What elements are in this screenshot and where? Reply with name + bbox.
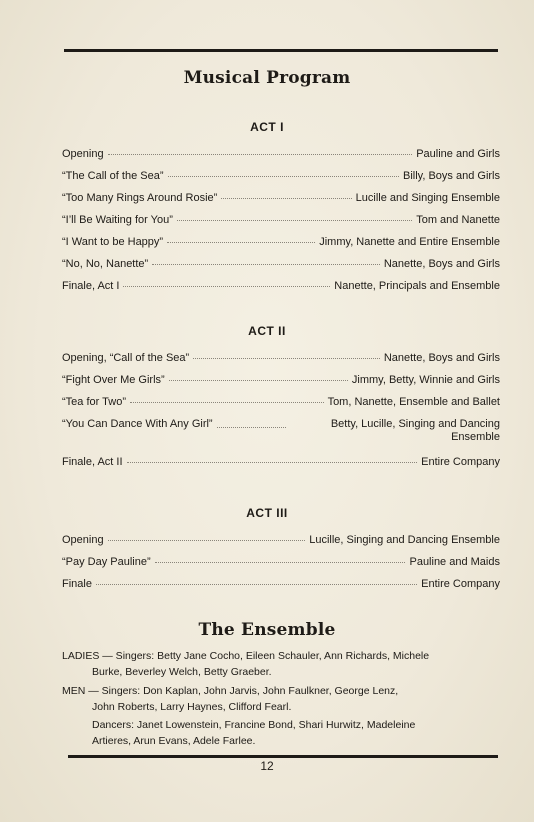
ensemble-dancers-line: Dancers: Janet Lowenstein, Francine Bond, Shari Hurwitz, Madeleine (92, 719, 416, 731)
program-row (62, 148, 500, 164)
program-row (62, 534, 500, 550)
performers: Entire Company (421, 578, 500, 590)
song-title: “Pay Day Pauline” (62, 556, 151, 568)
performers: Jimmy, Nanette and Entire Ensemble (319, 236, 500, 248)
dot-leader (177, 220, 412, 221)
program-row (62, 236, 500, 252)
act-1-heading: ACT I (250, 120, 284, 134)
program-row (62, 418, 500, 448)
performers: Betty, Lucille, Singing and Dancing Ensemble (330, 418, 500, 443)
performers: Nanette, Boys and Girls (383, 258, 500, 270)
dot-leader (123, 286, 330, 287)
dot-leader (167, 242, 315, 243)
program-row (62, 352, 500, 368)
song-title: Finale (62, 578, 92, 590)
program-row (62, 374, 500, 390)
ensemble-men (62, 683, 500, 715)
dot-leader (193, 358, 380, 359)
song-title: “No, No, Nanette” (62, 258, 149, 270)
dot-leader (169, 380, 348, 381)
ensemble-ladies-line: LADIES — Singers: Betty Jane Cocho, Eileen Schauler, Ann Richards, Michele (62, 650, 430, 662)
program-row (62, 214, 500, 230)
dot-leader (155, 562, 406, 563)
song-title: “Too Many Rings Around Rosie” (62, 192, 218, 204)
song-title: Finale, Act II (62, 456, 123, 468)
page-number: 12 (260, 759, 274, 773)
performers: Lucille and Singing Ensemble (355, 192, 500, 204)
song-title: Opening (62, 534, 104, 546)
performers: Jimmy, Betty, Winnie and Girls (351, 374, 500, 386)
program-row (62, 578, 500, 594)
top-rule (64, 49, 498, 52)
song-title: “Tea for Two” (62, 396, 126, 408)
performers: Entire Company (421, 456, 500, 468)
performers: Tom and Nanette (416, 214, 500, 226)
dot-leader (108, 154, 413, 155)
dot-leader (96, 584, 417, 585)
program-row (62, 192, 500, 208)
song-title: Opening, “Call of the Sea” (62, 352, 190, 364)
performers: Billy, Boys and Girls (403, 170, 500, 182)
dot-leader (221, 198, 351, 199)
ensemble-dancers-line: Artieres, Arun Evans, Adele Farlee. (92, 735, 256, 747)
song-title: Finale, Act I (62, 280, 120, 292)
performers: Nanette, Boys and Girls (383, 352, 500, 364)
ensemble-title: The Ensemble (198, 620, 336, 640)
song-title: Opening (62, 148, 104, 160)
song-title: “Fight Over Me Girls” (62, 374, 165, 386)
dot-leader (217, 427, 286, 428)
song-title: “I Want to be Happy” (62, 236, 164, 248)
performers: Pauline and Maids (409, 556, 500, 568)
song-title: “The Call of the Sea” (62, 170, 164, 182)
page-title: Musical Program (183, 68, 351, 88)
song-title: “You Can Dance With Any Girl” (62, 418, 213, 430)
dot-leader (130, 402, 324, 403)
act-3-heading: ACT III (246, 506, 288, 520)
performers: Pauline and Girls (416, 148, 500, 160)
program-row (62, 280, 500, 296)
performers: Nanette, Principals and Ensemble (334, 280, 500, 292)
song-title: “I’ll Be Waiting for You” (62, 214, 173, 226)
performers: Lucille, Singing and Dancing Ensemble (309, 534, 500, 546)
program-row (62, 556, 500, 572)
ensemble-ladies (62, 648, 500, 680)
performers: Tom, Nanette, Ensemble and Ballet (327, 396, 500, 408)
ensemble-dancers (92, 717, 500, 749)
program-row (62, 456, 500, 472)
dot-leader (108, 540, 306, 541)
dot-leader (168, 176, 400, 177)
dot-leader (127, 462, 418, 463)
program-row (62, 396, 500, 412)
act-2-heading: ACT II (248, 324, 286, 338)
bottom-rule (68, 755, 498, 758)
program-row (62, 258, 500, 274)
ensemble-men-line: MEN — Singers: Don Kaplan, John Jarvis, John Faulkner, George Lenz, (62, 685, 399, 697)
program-row (62, 170, 500, 186)
ensemble-men-line: John Roberts, Larry Haynes, Clifford Fearl. (92, 701, 292, 713)
dot-leader (152, 264, 380, 265)
ensemble-ladies-line: Burke, Beverley Welch, Betty Graeber. (92, 666, 272, 678)
